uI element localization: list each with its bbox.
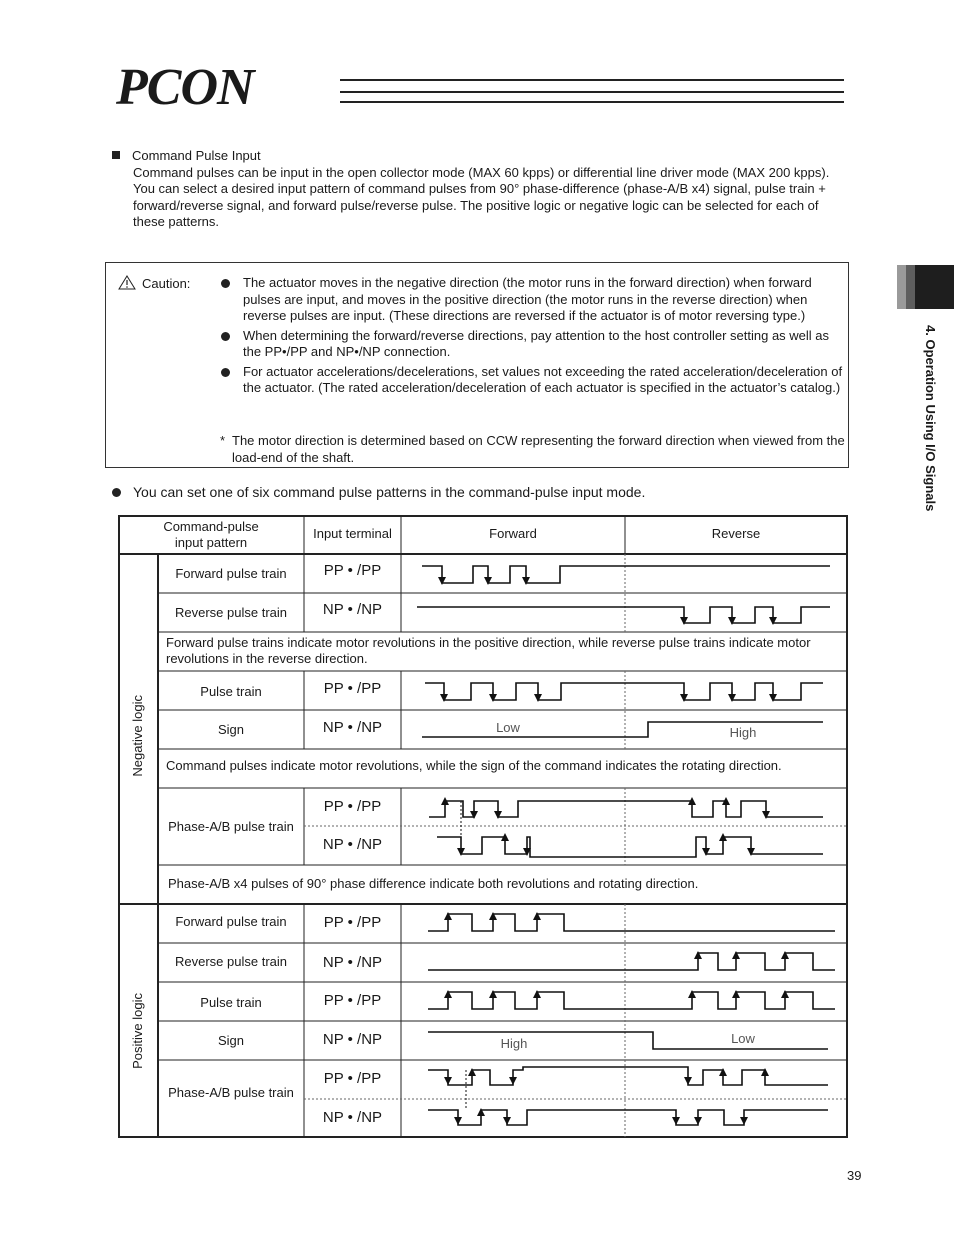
terminal-pp: PP • /PP xyxy=(323,992,382,1009)
page-number: 39 xyxy=(847,1168,862,1183)
terminal-pp: PP • /PP xyxy=(323,914,382,931)
negative-logic-label: Negative logic xyxy=(130,695,145,777)
pos-forward-pulse-label: Forward pulse train xyxy=(175,914,287,929)
header-pattern: Command-pulse input pattern xyxy=(163,519,259,550)
neg-sign-high: High xyxy=(729,725,757,740)
section-para-1: Command pulses can be input in the open collector mode (MAX 60 kpps) or differential line driver mode (MAX 200 kpps). xyxy=(133,164,830,180)
section-para-2: You can select a desired input pattern of command pulses from 90° phase-difference (phase-A/B x4) signal, pulse train + forward/reverse signal, and forward pulse/reverse pulse. The positive logic or negative logic can be selected for each of these patterns. xyxy=(133,181,826,229)
header-terminal: Input terminal xyxy=(313,526,392,541)
pos-pulse-train-label: Pulse train xyxy=(200,995,262,1010)
terminal-np: NP • /NP xyxy=(322,954,383,971)
neg-note-1: Forward pulse trains indicate motor revolutions in the positive direction, while reverse pulse trains indicate motor revolutions in the reverse direction. xyxy=(166,635,811,666)
pos-sign-high: High xyxy=(500,1036,528,1051)
neg-reverse-pulse-label: Reverse pulse train xyxy=(175,605,287,620)
section-heading: Command Pulse Input xyxy=(132,148,261,163)
square-bullet-icon xyxy=(112,151,120,159)
neg-phase-ab-label: Phase-A/B pulse train xyxy=(168,819,294,834)
positive-logic-label: Positive logic xyxy=(130,993,145,1069)
terminal-np: NP • /NP xyxy=(322,719,383,736)
terminal-np: NP • /NP xyxy=(322,601,383,618)
caution-item: When determining the forward/reverse directions, pay attention to the host controller setting as well as the PP•/PP and NP•/NP connection. xyxy=(220,328,846,361)
warning-icon xyxy=(118,275,136,290)
terminal-pp: PP • /PP xyxy=(323,680,382,697)
neg-sign-label: Sign xyxy=(217,722,245,737)
header-rule-top xyxy=(340,79,844,81)
pos-sign-label: Sign xyxy=(217,1033,245,1048)
terminal-np: NP • /NP xyxy=(322,1031,383,1048)
caution-box xyxy=(105,262,849,468)
caution-item: The actuator moves in the negative direction (the motor runs in the forward direction) when forward pulses are input, and moves in the positive direction (the motor runs in the reverse direction) when reverse pulses are input. (These directions are reversed if the actuator is of motor reversing type.) xyxy=(220,275,846,325)
neg-sign-low: Low xyxy=(496,720,520,735)
header-forward: Forward xyxy=(489,526,537,541)
pulse-pattern-table xyxy=(118,515,848,1138)
section-command-pulse xyxy=(112,148,847,231)
terminal-np: NP • /NP xyxy=(322,836,383,853)
pos-phase-ab-label: Phase-A/B pulse train xyxy=(168,1085,294,1100)
caution-item: For actuator accelerations/decelerations, set values not exceeding the rated acceleration/deceleration of the actuator. (The rated acceleration/deceleration of each actuator is specified in the actuator’s catalog.) xyxy=(220,364,846,397)
terminal-np: NP • /NP xyxy=(322,1109,383,1126)
round-bullet-icon xyxy=(112,488,121,497)
terminal-pp: PP • /PP xyxy=(323,562,382,579)
chapter-tab xyxy=(897,265,954,309)
caution-label: Caution: xyxy=(118,275,190,293)
intro-line: You can set one of six command pulse patterns in the command-pulse input mode. xyxy=(112,484,645,500)
header-reverse: Reverse xyxy=(711,526,761,541)
neg-pulse-train-label: Pulse train xyxy=(200,684,262,699)
header-rule-bottom xyxy=(340,101,844,103)
terminal-pp: PP • /PP xyxy=(323,1070,382,1087)
pos-reverse-pulse-label: Reverse pulse train xyxy=(175,954,287,969)
pos-sign-low: Low xyxy=(731,1031,755,1046)
neg-note-2: Command pulses indicate motor revolutions, while the sign of the command indicates the rotating direction. xyxy=(166,758,782,773)
pcon-logo: PCON xyxy=(116,59,254,116)
terminal-pp: PP • /PP xyxy=(323,798,382,815)
header-rule-middle xyxy=(340,91,844,93)
caution-note: * The motor direction is determined based on CCW representing the forward direction when viewed from the load-end of the shaft. xyxy=(220,433,845,465)
neg-note-3: Phase-A/B x4 pulses of 90° phase difference indicate both revolutions and rotating direction. xyxy=(168,876,699,891)
chapter-label: 4. Operation Using I/O Signals xyxy=(923,325,938,512)
neg-forward-pulse-label: Forward pulse train xyxy=(175,566,287,581)
